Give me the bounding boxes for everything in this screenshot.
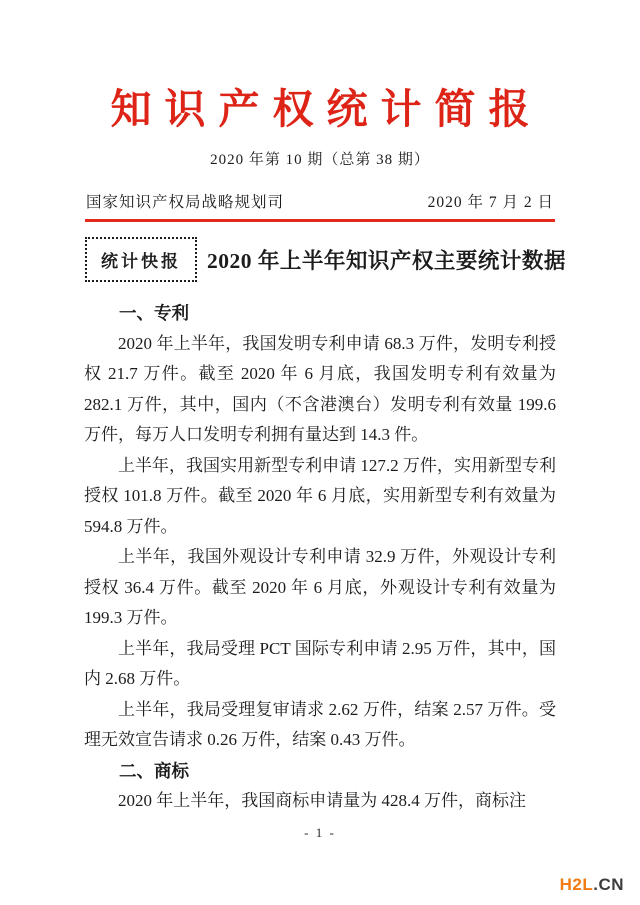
watermark-primary: H2L — [559, 875, 594, 894]
watermark-secondary: .CN — [593, 875, 624, 894]
headline-row — [85, 237, 566, 282]
body-paragraph: 上半年，我局受理 PCT 国际专利申请 2.95 万件，其中，国内 2.68 万件。 — [84, 638, 556, 688]
site-watermark — [560, 875, 624, 895]
section-heading-patents: 一、专利 — [119, 303, 189, 323]
document-body — [84, 298, 556, 817]
bulletin-headline: 2020 年上半年知识产权主要统计数据 — [207, 249, 566, 273]
bulletin-badge: 统计快报 — [85, 237, 197, 282]
body-paragraph: 上半年，我国实用新型专利申请 127.2 万件，实用新型专利授权 101.8 万件。截至 2020 年 6 月底，实用新型专利有效量为 594.8 万件。 — [84, 455, 556, 536]
meta-row — [86, 190, 554, 212]
body-paragraph: 2020 年上半年，我国发明专利申请 68.3 万件，发明专利授权 21.7 万件。截至 2020 年 6 月底，我国发明专利有效量为 282.1 万件，其中，国内（不含港澳台）发明专利有效量 199.6 万件，每万人口发明专利拥有量达到 14.3 件。 — [84, 333, 556, 444]
body-paragraph: 2020 年上半年，我国商标申请量为 428.4 万件，商标注 — [118, 791, 526, 810]
body-paragraph: 上半年，我国外观设计专利申请 32.9 万件，外观设计专利授权 36.4 万件。截至 2020 年 6 月底，外观设计专利有效量为 199.3 万件。 — [84, 547, 556, 627]
publish-date: 2020 年 7 月 2 日 — [427, 194, 554, 211]
issuer-name: 国家知识产权局战略规划司 — [86, 194, 285, 211]
section-heading-trademarks: 二、商标 — [119, 760, 189, 781]
page-number: - 1 - — [304, 825, 336, 840]
issue-line: 2020 年第 10 期（总第 38 期） — [210, 152, 430, 168]
masthead-title: 知识产权统计简报 — [110, 85, 543, 133]
body-paragraph: 上半年，我局受理复审请求 2.62 万件，结案 2.57 万件。受理无效宣告请求 0.26 万件，结案 0.43 万件。 — [84, 699, 556, 749]
red-divider-rule — [85, 219, 555, 222]
